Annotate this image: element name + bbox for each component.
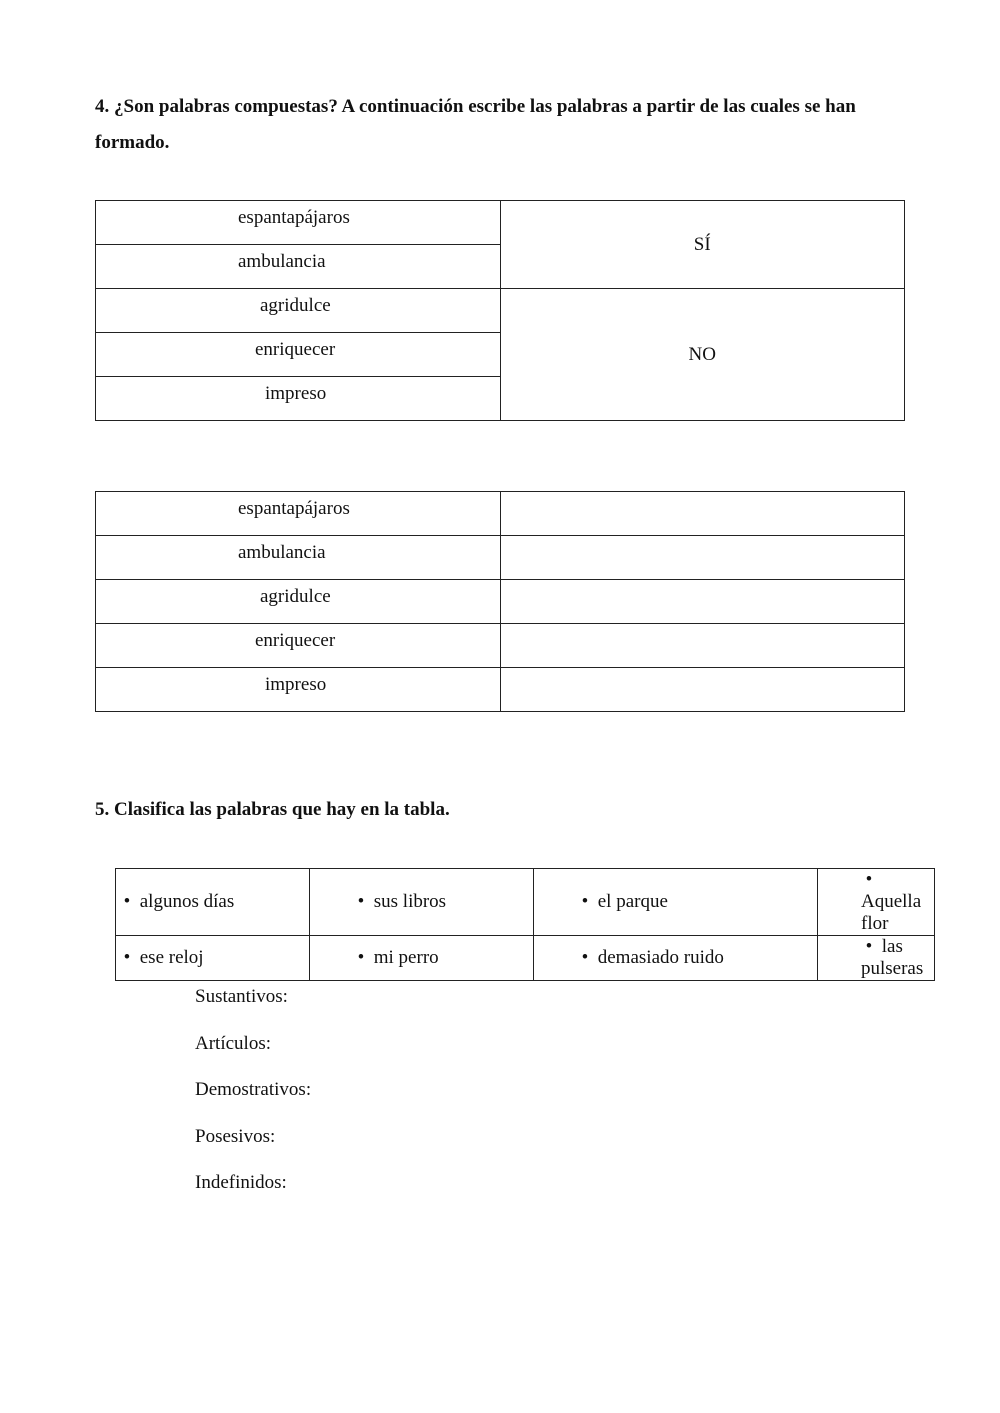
word-cell: ambulancia [96, 245, 501, 289]
phrase-cell: • sus libros [310, 869, 534, 936]
answer-cell[interactable] [500, 492, 905, 536]
phrase-cell: • el parque [534, 869, 818, 936]
phrase-cell: • las pulseras [818, 936, 935, 981]
label-posesivos: Posesivos: [195, 1125, 276, 1147]
phrase-cell: • Aquella flor [818, 869, 935, 936]
word-cell: impreso [96, 668, 501, 712]
word-cell: impreso [96, 377, 501, 421]
phrase-cell: • demasiado ruido [534, 936, 818, 981]
yes-cell: SÍ [500, 201, 905, 289]
word-formation-table [95, 491, 905, 712]
word-cell: enriquecer [96, 624, 501, 668]
question-5-title: 5. Clasifica las palabras que hay en la tabla. [95, 799, 450, 820]
answer-cell[interactable] [500, 668, 905, 712]
classification-labels [195, 983, 311, 1216]
word-cell: espantapájaros [96, 201, 501, 245]
label-sustantivos: Sustantivos: [195, 986, 288, 1007]
word-cell: ambulancia [96, 536, 501, 580]
word-cell: agridulce [96, 580, 501, 624]
label-articulos: Artículos: [195, 1032, 271, 1054]
no-cell: NO [500, 289, 905, 421]
answer-cell[interactable] [500, 580, 905, 624]
label-indefinidos: Indefinidos: [195, 1172, 287, 1193]
phrase-cell: • algunos días [116, 869, 310, 936]
answer-cell[interactable] [500, 624, 905, 668]
question-4-title: 4. ¿Son palabras compuestas? A continuación escribe las palabras a partir de las cuales se han formado. [95, 96, 856, 153]
word-cell: agridulce [96, 289, 501, 333]
phrases-table [115, 868, 935, 981]
phrase-cell: • ese reloj [116, 936, 310, 981]
word-cell: espantapájaros [96, 492, 501, 536]
phrase-cell: • mi perro [310, 936, 534, 981]
label-demostrativos: Demostrativos: [195, 1079, 312, 1100]
answer-cell[interactable] [500, 536, 905, 580]
word-cell: enriquecer [96, 333, 501, 377]
compound-words-table [95, 200, 905, 421]
